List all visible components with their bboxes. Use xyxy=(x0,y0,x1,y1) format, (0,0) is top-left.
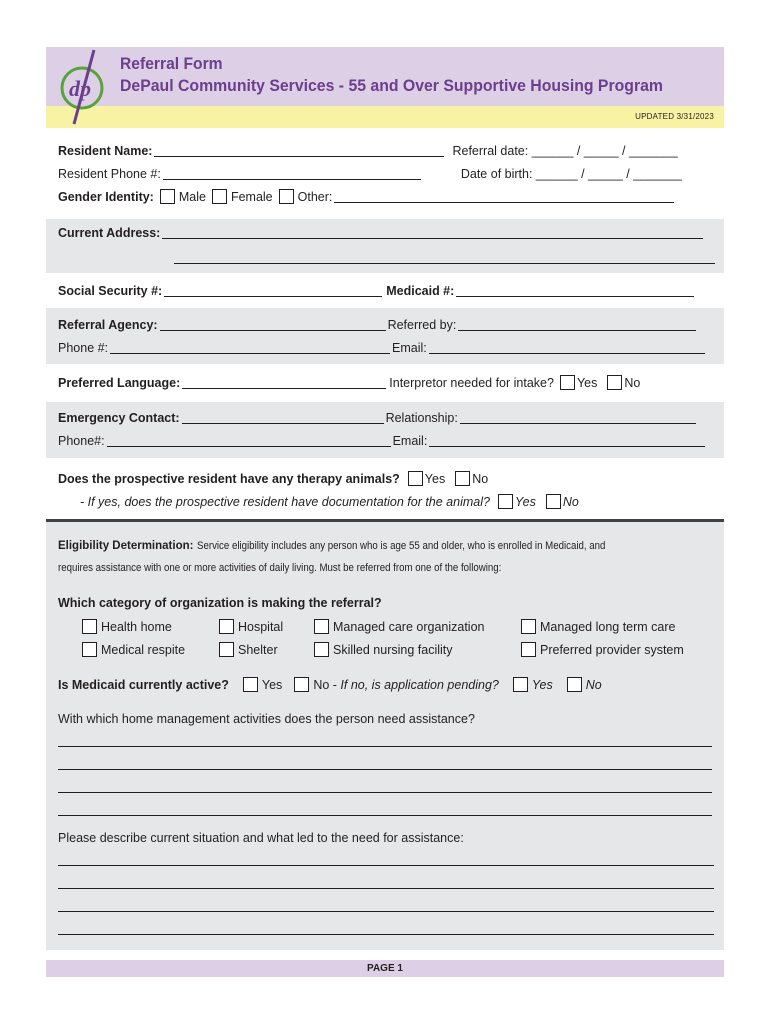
male-checkbox[interactable] xyxy=(160,189,175,204)
address-field-2[interactable] xyxy=(174,263,715,264)
agency-phone-label: Phone #: xyxy=(58,341,109,355)
interpreter-label: Interpretor needed for intake? xyxy=(389,375,554,390)
managed-long-term-care-checkbox[interactable] xyxy=(521,619,536,634)
agency-label: Referral Agency: xyxy=(58,318,158,332)
eligibility-text-1: Service eligibility includes any person who is age 55 and older, who is enrolled in Medicaid, and xyxy=(196,540,606,552)
home-answer-line-3[interactable] xyxy=(58,792,712,793)
relationship-label: Relationship: xyxy=(385,411,458,425)
pending-question: If no, is application pending? xyxy=(340,677,499,692)
animals-no-checkbox[interactable] xyxy=(455,471,470,486)
animals-yes-label: Yes xyxy=(424,471,446,486)
medical-respite-checkbox[interactable] xyxy=(82,642,97,657)
dob-label[interactable]: Date of birth: ______ / _____ / _______ xyxy=(460,167,682,181)
animals-no-label: No xyxy=(472,471,489,486)
gender-row xyxy=(58,189,674,204)
resident-phone-label: Resident Phone #: xyxy=(58,167,161,181)
agency-field[interactable] xyxy=(160,319,386,331)
interpreter-yes-checkbox[interactable] xyxy=(560,375,575,390)
depaul-logo-icon xyxy=(58,46,114,128)
referred-by-field[interactable] xyxy=(458,319,696,331)
other-label: Other: xyxy=(297,189,333,204)
emergency-email-field[interactable] xyxy=(429,435,705,447)
emergency-phone-field[interactable] xyxy=(107,435,391,447)
ssn-label: Social Security #: xyxy=(58,284,163,298)
medical-respite-label: Medical respite xyxy=(101,642,186,657)
resident-name-label: Resident Name: xyxy=(58,144,153,158)
category-question-row xyxy=(58,596,382,610)
documentation-no-label: No xyxy=(562,494,579,509)
emergency-email-label: Email: xyxy=(392,434,428,448)
situation-answer-line-3[interactable] xyxy=(58,911,714,912)
agency-contact-row xyxy=(58,341,705,355)
svg-text:dp: dp xyxy=(69,76,91,101)
eligibility-intro xyxy=(58,535,718,579)
agency-phone-field[interactable] xyxy=(110,342,390,354)
ids-row xyxy=(58,284,694,298)
eligibility-text-2: requires assistance with one or more activities of daily living. Must be referred from one of the following: xyxy=(58,562,502,574)
address-label: Current Address: xyxy=(58,226,161,240)
animals-followup-question: - If yes, does the prospective resident have documentation for the animal? xyxy=(80,494,490,509)
shelter-checkbox[interactable] xyxy=(219,642,234,657)
pending-yes-label: Yes xyxy=(531,677,553,692)
preferred-provider-label: Preferred provider system xyxy=(540,642,684,657)
medicaid-no-checkbox[interactable] xyxy=(294,677,309,692)
resident-name-field[interactable] xyxy=(154,145,444,157)
managed-care-label: Managed care organization xyxy=(333,619,485,634)
home-answer-line-2[interactable] xyxy=(58,769,712,770)
emergency-row xyxy=(58,411,696,425)
interpreter-yes-label: Yes xyxy=(576,375,598,390)
medicaid-active-row xyxy=(58,677,602,692)
situation-answer-line-1[interactable] xyxy=(58,865,714,866)
medicaid-field[interactable] xyxy=(456,285,694,297)
skilled-nursing-label: Skilled nursing facility xyxy=(333,642,453,657)
home-answer-line-1[interactable] xyxy=(58,746,712,747)
interpreter-no-checkbox[interactable] xyxy=(607,375,622,390)
documentation-no-checkbox[interactable] xyxy=(546,494,561,509)
home-answer-line-4[interactable] xyxy=(58,815,712,816)
animals-followup-row xyxy=(80,494,579,509)
form-title: Referral Form xyxy=(120,54,223,73)
other-field[interactable] xyxy=(334,191,674,203)
ssn-field[interactable] xyxy=(164,285,382,297)
pending-yes-checkbox[interactable] xyxy=(513,677,528,692)
language-field[interactable] xyxy=(182,377,386,389)
hospital-checkbox[interactable] xyxy=(219,619,234,634)
agency-band xyxy=(46,308,724,364)
situation-answer-line-4[interactable] xyxy=(58,934,714,935)
situation-answer-line-2[interactable] xyxy=(58,888,714,889)
resident-phone-row xyxy=(58,167,682,181)
emergency-field[interactable] xyxy=(182,412,384,424)
emergency-contact-row xyxy=(58,434,705,448)
health-home-checkbox[interactable] xyxy=(82,619,97,634)
medicaid-yes-checkbox[interactable] xyxy=(243,677,258,692)
pending-no-label: No xyxy=(585,677,602,692)
medicaid-no-label: No - xyxy=(313,677,341,692)
address-field-1[interactable] xyxy=(162,227,703,239)
female-checkbox[interactable] xyxy=(212,189,227,204)
referred-by-label: Referred by: xyxy=(387,318,457,332)
language-label: Preferred Language: xyxy=(58,375,181,390)
resident-name-row xyxy=(58,144,678,158)
interpreter-no-label: No xyxy=(624,375,641,390)
form-subtitle: DePaul Community Services - 55 and Over Supportive Housing Program xyxy=(120,76,663,95)
documentation-yes-checkbox[interactable] xyxy=(498,494,513,509)
updated-band xyxy=(46,106,724,128)
health-home-label: Health home xyxy=(101,619,172,634)
updated-date: UPDATED 3/31/2023 xyxy=(635,112,714,121)
managed-care-checkbox[interactable] xyxy=(314,619,329,634)
gender-label: Gender Identity: xyxy=(58,189,154,204)
category-option-row-1 xyxy=(76,619,676,634)
agency-row xyxy=(58,318,696,332)
skilled-nursing-checkbox[interactable] xyxy=(314,642,329,657)
medicaid-label: Medicaid #: xyxy=(386,284,455,298)
animals-question: Does the prospective resident have any therapy animals? xyxy=(58,471,400,486)
language-row xyxy=(58,375,640,390)
eligibility-band xyxy=(46,522,724,950)
animals-row xyxy=(58,471,488,486)
page-number: PAGE 1 xyxy=(46,960,724,977)
agency-email-label: Email: xyxy=(392,341,427,355)
situation-question: Please describe current situation and what led to the need for assistance: xyxy=(58,831,464,845)
medicaid-yes-label: Yes xyxy=(261,677,283,692)
other-checkbox[interactable] xyxy=(279,189,294,204)
documentation-yes-label: Yes xyxy=(514,494,536,509)
situation-question-row xyxy=(58,831,464,845)
animals-yes-checkbox[interactable] xyxy=(408,471,423,486)
pending-no-checkbox[interactable] xyxy=(567,677,582,692)
preferred-provider-checkbox[interactable] xyxy=(521,642,536,657)
shelter-label: Shelter xyxy=(238,642,278,657)
resident-phone-field[interactable] xyxy=(163,168,421,180)
home-question-row xyxy=(58,712,475,726)
female-label: Female xyxy=(230,189,273,204)
agency-email-field[interactable] xyxy=(429,342,705,354)
eligibility-label: Eligibility Determination: xyxy=(58,540,194,552)
medicaid-active-question: Is Medicaid currently active? xyxy=(58,677,229,692)
male-label: Male xyxy=(178,189,206,204)
emergency-label: Emergency Contact: xyxy=(58,411,180,425)
relationship-field[interactable] xyxy=(460,412,696,424)
category-option-row-2 xyxy=(76,642,684,657)
category-question: Which category of organization is making the referral? xyxy=(58,596,382,610)
referral-date-label[interactable]: Referral date: ______ / _____ / _______ xyxy=(452,144,678,158)
address-row xyxy=(58,226,703,240)
home-management-question: With which home management activities does the person need assistance? xyxy=(58,712,475,726)
emergency-phone-label: Phone#: xyxy=(58,434,105,448)
hospital-label: Hospital xyxy=(238,619,284,634)
managed-long-term-care-label: Managed long term care xyxy=(540,619,676,634)
